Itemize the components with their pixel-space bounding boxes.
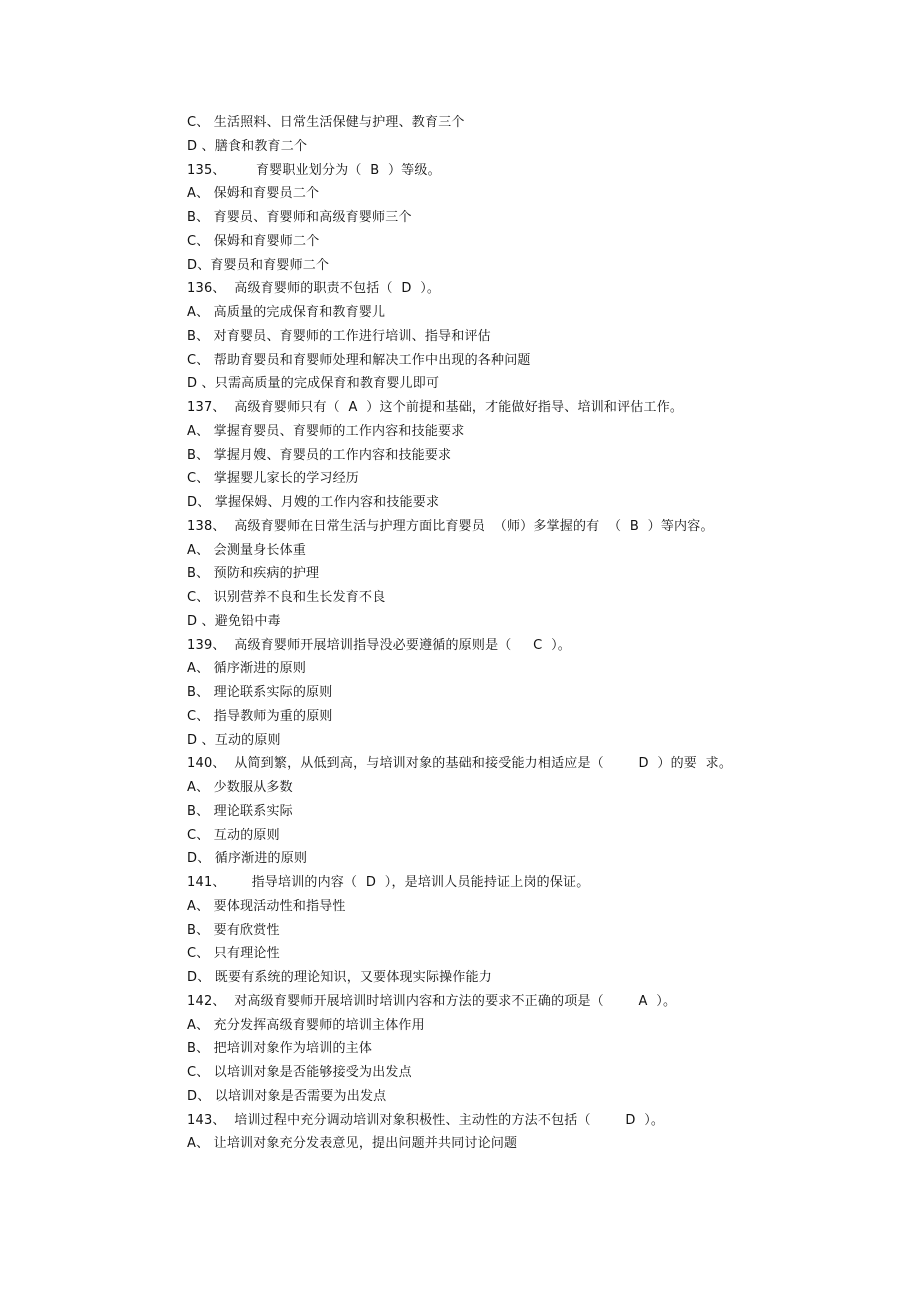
text-line: C、 生活照料、日常生活保健与护理、教育三个: [187, 115, 465, 130]
question-line: 135、 育婴职业划分为（ B ）等级。: [187, 162, 441, 178]
option-line: B、 把培训对象作为培训的主体: [187, 1041, 373, 1057]
option-line: A、 充分发挥高级育婴师的培训主体作用: [187, 1017, 425, 1033]
option-line: C、 识别营养不良和生长发育不良: [187, 590, 386, 605]
option-line: A、 掌握育婴员、育婴师的工作内容和技能要求: [187, 423, 465, 439]
option-line: C、 互动的原则: [187, 827, 280, 843]
question-list: [187, 111, 887, 1156]
question-line: 137、 高级育婴师只有（ A ）这个前提和基础，才能做好指导、培训和评估工作。: [187, 400, 684, 415]
question-line: 142、 对高级育婴师开展培训时培训内容和方法的要求不正确的项是（ A ）。: [187, 993, 677, 1009]
option-line: B、 要有欣赏性: [187, 922, 280, 938]
option-line: C、 只有理论性: [187, 946, 280, 962]
option-line: A、 保姆和育婴员二个: [187, 186, 320, 202]
option-line: D 、互动的原则: [187, 732, 281, 748]
option-line: D、 掌握保姆、月嫂的工作内容和技能要求: [187, 495, 440, 510]
option-line: D 、避免铅中毒: [187, 613, 281, 629]
question-line: 141、 指导培训的内容（ D ），是培训人员能持证上岗的保证。: [187, 875, 590, 890]
option-line: C、 保姆和育婴师二个: [187, 233, 320, 249]
option-line: C、 指导教师为重的原则: [187, 708, 333, 724]
option-line: D、育婴员和育婴师二个: [187, 257, 330, 273]
option-line: B、 对育婴员、育婴师的工作进行培训、指导和评估: [187, 328, 491, 344]
question-line: 138、 高级育婴师在日常生活与护理方面比育婴员 （师）多掌握的有 （ B ）等内容。: [187, 518, 714, 534]
option-line: A、 要体现活动性和指导性: [187, 898, 346, 914]
option-line: A、 会测量身长体重: [187, 542, 307, 558]
option-line: D、 既要有系统的理论知识，又要体现实际操作能力: [187, 970, 492, 985]
option-line: B、 育婴员、育婴师和高级育婴师三个: [187, 210, 412, 225]
option-line: D、 以培训对象是否需要为出发点: [187, 1088, 387, 1104]
option-line: D、 循序渐进的原则: [187, 851, 308, 867]
option-line: A、 循序渐进的原则: [187, 661, 307, 677]
option-line: A、 让培训对象充分发表意见，提出问题并共同讨论问题: [187, 1136, 518, 1152]
question-line: 143、 培训过程中充分调动培训对象积极性、主动性的方法不包括（ D ）。: [187, 1112, 665, 1128]
option-line: B、 预防和疾病的护理: [187, 566, 320, 582]
option-line: B、 掌握月嫂、育婴员的工作内容和技能要求: [187, 447, 452, 463]
option-line: B、 理论联系实际: [187, 803, 293, 819]
question-line: 139、 高级育婴师开展培训指导没必要遵循的原则是（ C ）。: [187, 637, 571, 653]
option-line: C、 帮助育婴员和育婴师处理和解决工作中出现的各种问题: [187, 352, 531, 368]
option-line: C、 掌握婴儿家长的学习经历: [187, 471, 360, 487]
option-line: C、 以培训对象是否能够接受为出发点: [187, 1065, 412, 1080]
text-line: D 、膳食和教育二个: [187, 138, 308, 154]
question-line: 136、 高级育婴师的职责不包括（ D ）。: [187, 281, 441, 297]
option-line: A、 少数服从多数: [187, 780, 293, 795]
option-line: D 、只需高质量的完成保育和教育婴儿即可: [187, 376, 440, 392]
option-line: B、 理论联系实际的原则: [187, 685, 333, 700]
question-line: 140、 从简到繁，从低到高，与培训对象的基础和接受能力相适应是（ D ）的要 求。: [187, 756, 733, 772]
option-line: A、 高质量的完成保育和教育婴儿: [187, 305, 386, 320]
